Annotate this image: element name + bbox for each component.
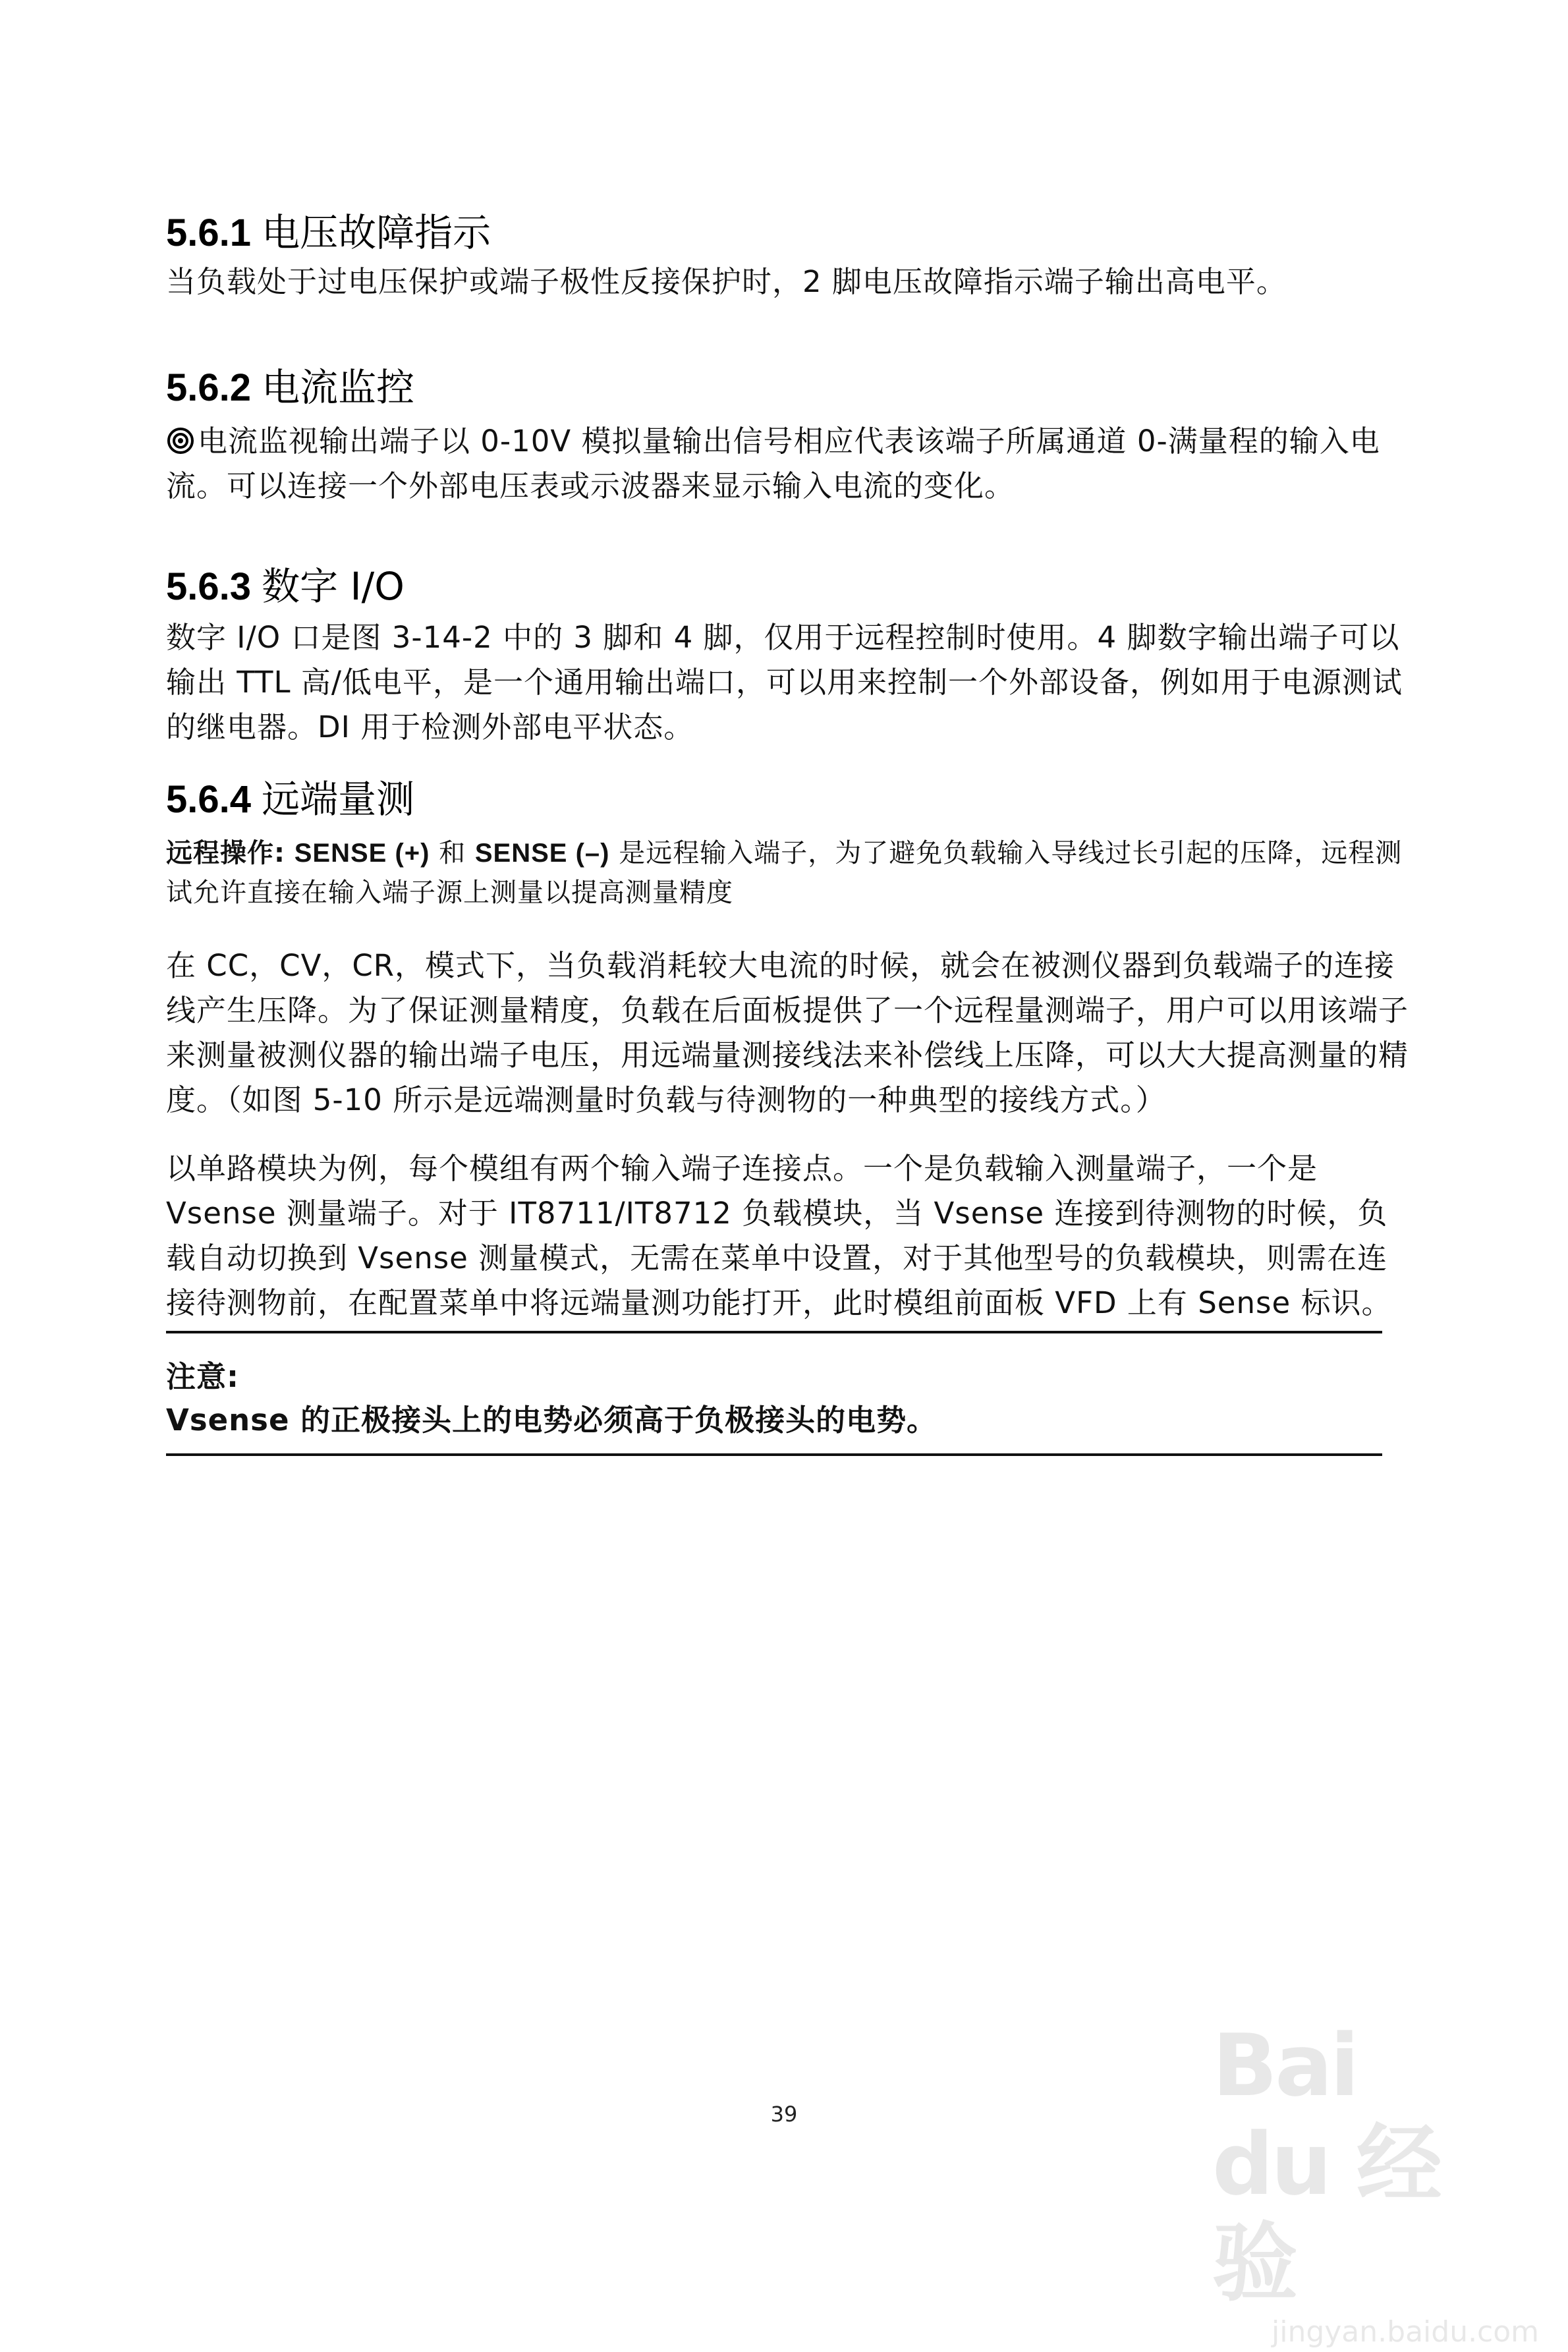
note-bottom-divider <box>166 1453 1382 1456</box>
bullseye-icon <box>166 426 195 455</box>
section-title: 数字 I/O <box>262 564 405 609</box>
note-top-divider <box>166 1331 1382 1333</box>
section-5-6-4-heading <box>166 776 414 823</box>
section-5-6-1-heading <box>166 210 491 256</box>
section-title: 电流监控 <box>262 365 415 410</box>
remote-sense-paragraph-2: 在 CC，CV，CR，模式下，当负载消耗较大电流的时候，就会在被测仪器到负载端子的连接线产生压降。为了保证测量精度，负载在后面板提供了一个远程量测端子，用户可以用该端子来测量被测仪器的输出端子电压，用远端量测接线法来补偿线上压降，可以大大提高测量的精度。（如图 5-10 所示是远端测量时负载与待测物的一种典型的接线方式。） <box>166 948 1409 1117</box>
remote-operation-paragraph <box>166 833 1411 912</box>
section-5-6-3-heading <box>166 563 405 610</box>
watermark-brand: Bai du 经验 <box>1212 2015 1440 2313</box>
section-number: 5.6.1 <box>166 211 251 254</box>
section-5-6-2-paragraph <box>166 419 1411 509</box>
note-text: Vsense 的正极接头上的电势必须高于负极接头的电势。 <box>166 1403 938 1438</box>
section-title: 电压故障指示 <box>262 210 491 255</box>
monitor-text: 电流监视输出端子以 0-10V 模拟量输出信号相应代表该端子所属通道 0-满量程的输入电流。可以连接一个外部电压表或示波器来显示输入电流的变化。 <box>166 424 1380 503</box>
baidu-jingyan-watermark <box>1212 2015 1540 2349</box>
remote-operation-text: 是远程输入端子，为了避免负载输入导线过长引起的压降，远程测试允许直接在输入端子源上测量以提高测量精度 <box>166 838 1403 908</box>
remote-sense-paragraph-3: 以单路模块为例，每个模组有两个输入端子连接点。一个是负载输入测量端子，一个是 Vsense 测量端子。对于 IT8711/IT8712 负载模块，当 Vsense 连接到待测物的时候，负载自动切换到 Vsense 测量模式，无需在菜单中设置，对于其他型号的负载模块，则需在连接待测物前，在配置菜单中将远端量测功能打开，此时模组前面板 VFD 上有 Sense 标识。 <box>166 1151 1392 1320</box>
section-number: 5.6.3 <box>166 565 251 608</box>
and-text: 和 <box>439 838 466 868</box>
note-label: 注意: <box>166 1359 239 1394</box>
page-number: 39 <box>770 2102 798 2127</box>
section-5-6-3-paragraph: 数字 I/O 口是图 3-14-2 中的 3 脚和 4 脚，仅用于远程控制时使用。4 脚数字输出端子可以输出 TTL 高/低电平，是一个通用输出端口，可以用来控制一个外部设备，例如用于电源测试的继电器。DI 用于检测外部电平状态。 <box>166 620 1403 744</box>
section-title: 远端量测 <box>262 777 415 822</box>
section-number: 5.6.4 <box>166 778 251 821</box>
remote-operation-label: 远程操作: <box>166 838 285 868</box>
sense-plus-label: SENSE (+) <box>294 839 430 868</box>
sense-minus-label: SENSE (–) <box>474 839 610 868</box>
watermark-url: jingyan.baidu.com <box>1272 2315 1540 2349</box>
section-5-6-2-heading <box>166 364 414 411</box>
section-number: 5.6.2 <box>166 366 251 409</box>
section-5-6-1-paragraph: 当负载处于过电压保护或端子极性反接保护时，2 脚电压故障指示端子输出高电平。 <box>166 264 1287 299</box>
